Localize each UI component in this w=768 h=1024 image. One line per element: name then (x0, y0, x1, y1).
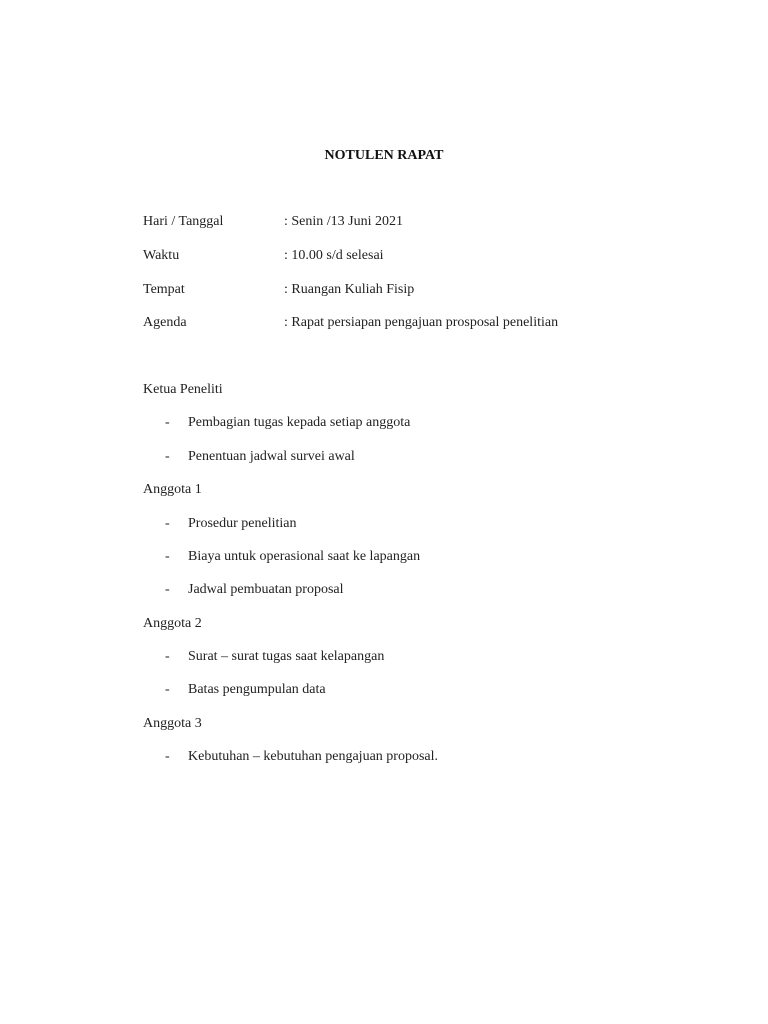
bullet-dash: - (165, 549, 170, 564)
list-item-text: Pembagian tugas kepada setiap anggota (188, 415, 411, 430)
info-label: Agenda (143, 315, 187, 330)
section-heading-ketua: Ketua Peneliti (143, 382, 223, 397)
bullet-dash: - (165, 649, 170, 664)
section-heading-anggota-2: Anggota 2 (143, 616, 202, 631)
info-value: : Senin /13 Juni 2021 (284, 214, 404, 229)
info-value: : 10.00 s/d selesai (284, 248, 384, 263)
list-item-text: Prosedur penelitian (188, 516, 297, 531)
list-item-text: Jadwal pembuatan proposal (188, 582, 344, 597)
section-heading-anggota-3: Anggota 3 (143, 716, 202, 731)
info-value: : Ruangan Kuliah Fisip (284, 282, 415, 297)
page-title: NOTULEN RAPAT (324, 148, 444, 163)
bullet-dash: - (165, 516, 170, 531)
info-label: Tempat (143, 282, 185, 297)
list-item-text: Batas pengumpulan data (188, 682, 326, 697)
bullet-dash: - (165, 415, 170, 430)
bullet-dash: - (165, 749, 170, 764)
bullet-dash: - (165, 449, 170, 464)
info-label: Waktu (143, 248, 180, 263)
list-item-text: Kebutuhan – kebutuhan pengajuan proposal. (188, 749, 438, 764)
list-item-text: Biaya untuk operasional saat ke lapangan (188, 549, 421, 564)
list-item-text: Surat – surat tugas saat kelapangan (188, 649, 385, 664)
info-value: : Rapat persiapan pengajuan prosposal penelitian (284, 315, 559, 330)
info-label: Hari / Tanggal (143, 214, 224, 229)
section-heading-anggota-1: Anggota 1 (143, 482, 202, 497)
bullet-dash: - (165, 582, 170, 597)
list-item-text: Penentuan jadwal survei awal (188, 449, 355, 464)
bullet-dash: - (165, 682, 170, 697)
